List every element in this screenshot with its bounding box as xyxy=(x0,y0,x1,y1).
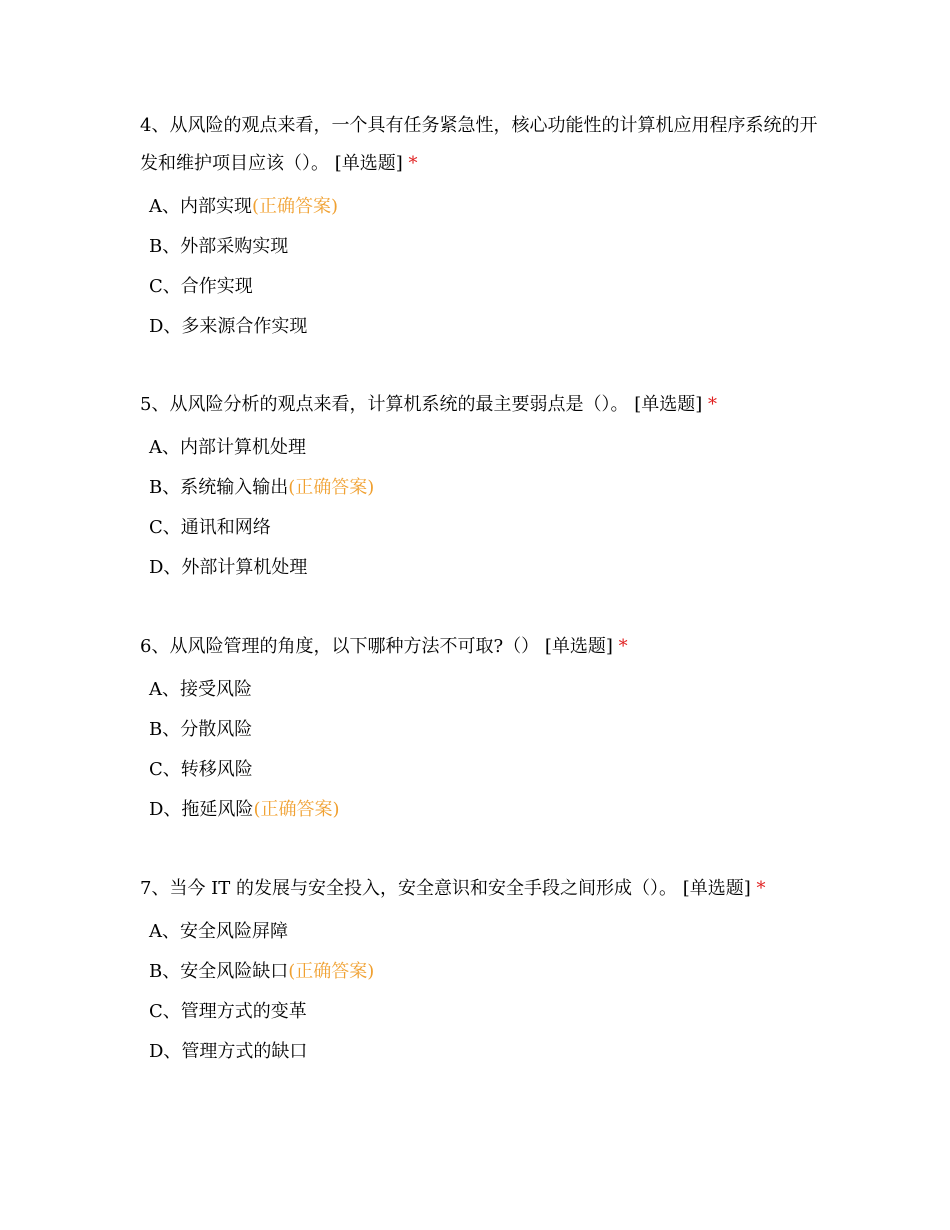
option-label: D、管理方式的缺口 xyxy=(149,1041,308,1062)
option-a[interactable] xyxy=(149,428,820,468)
option-c[interactable] xyxy=(149,267,820,307)
option-label: C、转移风险 xyxy=(149,759,253,780)
option-label: B、系统输入输出 xyxy=(149,477,289,498)
option-label: C、合作实现 xyxy=(149,276,253,297)
option-list xyxy=(140,187,820,347)
option-label: A、接受风险 xyxy=(149,679,252,700)
option-label: C、管理方式的变革 xyxy=(149,1001,307,1022)
question-number: 6 xyxy=(140,636,152,657)
question-body: 、从风险的观点来看，一个具有任务紧急性，核心功能性的计算机应用程序系统的开发和维护项目应该（）。 xyxy=(140,115,818,174)
question-type: [单选题] xyxy=(634,394,703,415)
option-list xyxy=(140,670,820,830)
question-number: 7 xyxy=(140,878,152,899)
question-text xyxy=(140,628,820,666)
option-c[interactable] xyxy=(149,508,820,548)
correct-answer-mark: (正确答案) xyxy=(288,477,375,498)
option-list xyxy=(140,912,820,1072)
required-star: * xyxy=(408,153,418,174)
question-5 xyxy=(140,386,820,588)
option-label: B、安全风险缺口 xyxy=(149,961,289,982)
option-d[interactable] xyxy=(149,307,820,347)
question-4 xyxy=(140,107,820,347)
question-body: 、从风险管理的角度，以下哪种方法不可取?（） xyxy=(151,636,540,657)
option-b[interactable] xyxy=(149,952,820,992)
option-d[interactable] xyxy=(149,1032,820,1072)
option-c[interactable] xyxy=(149,750,820,790)
question-number: 4 xyxy=(140,115,152,136)
option-label: B、分散风险 xyxy=(149,719,253,740)
required-star: * xyxy=(618,636,628,657)
option-label: A、安全风险屏障 xyxy=(149,921,288,942)
question-body: 、当今 IT 的发展与安全投入，安全意识和安全手段之间形成（）。 xyxy=(151,878,678,899)
option-label: D、拖延风险 xyxy=(149,799,254,820)
option-d[interactable] xyxy=(149,548,820,588)
option-label: D、多来源合作实现 xyxy=(149,316,308,337)
correct-answer-mark: (正确答案) xyxy=(253,799,340,820)
option-label: A、内部计算机处理 xyxy=(149,437,306,458)
option-label: D、外部计算机处理 xyxy=(149,557,308,578)
option-b[interactable] xyxy=(149,227,820,267)
question-body: 、从风险分析的观点来看，计算机系统的最主要弱点是（）。 xyxy=(151,394,629,415)
option-label: C、通讯和网络 xyxy=(149,517,271,538)
question-6 xyxy=(140,628,820,830)
required-star: * xyxy=(756,878,766,899)
option-b[interactable] xyxy=(149,468,820,508)
option-a[interactable] xyxy=(149,187,820,227)
question-text xyxy=(140,107,820,183)
option-b[interactable] xyxy=(149,710,820,750)
option-list xyxy=(140,428,820,588)
correct-answer-mark: (正确答案) xyxy=(252,196,339,217)
question-text xyxy=(140,870,820,908)
option-c[interactable] xyxy=(149,992,820,1032)
required-star: * xyxy=(707,394,717,415)
option-a[interactable] xyxy=(149,912,820,952)
question-number: 5 xyxy=(140,394,152,415)
option-label: B、外部采购实现 xyxy=(149,236,289,257)
question-text xyxy=(140,386,820,424)
question-type: [单选题] xyxy=(334,153,403,174)
option-label: A、内部实现 xyxy=(149,196,252,217)
question-type: [单选题] xyxy=(544,636,613,657)
option-a[interactable] xyxy=(149,670,820,710)
correct-answer-mark: (正确答案) xyxy=(288,961,375,982)
question-7 xyxy=(140,870,820,1072)
option-d[interactable] xyxy=(149,790,820,830)
question-type: [单选题] xyxy=(682,878,751,899)
